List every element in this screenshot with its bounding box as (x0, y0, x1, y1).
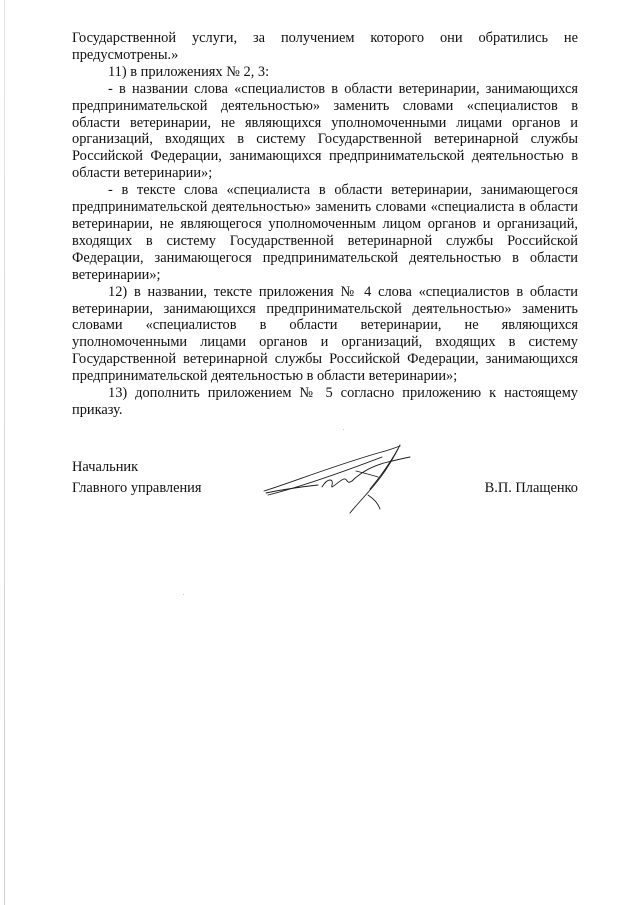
scan-speck (343, 429, 344, 430)
signatory-position-line-1: Начальник (72, 459, 139, 475)
handwritten-signature (260, 443, 420, 518)
scan-edge-line (4, 0, 5, 905)
paragraph-item-13: 13) дополнить приложением № 5 согласно приложению к настоящему приказу. (72, 385, 578, 418)
scan-speck (183, 594, 184, 595)
paragraph-item-11-title-change: - в названии слова «специалистов в области ветеринарии, занимающихся предпринимательской деятельностью» заменить словами «специалистов в области ветеринарии, не являющихся уполномоченными лицами органов и организаций, входящих в систему Государственной ветеринарной службы Российской Федерации, занимающихся предпринимательской деятельностью в области ветеринарии»; (72, 80, 578, 182)
paragraph-item-11-text-change: - в тексте слова «специалиста в области ветеринарии, занимающегося предпринимательской деятельностью» заменить словами «специалиста в области ветеринарии, не являющегося уполномоченным лицом органов и организаций, входящих в систему Государственной ветеринарной службы Российской Федерации, занимающегося предпринимательской деятельностью в области ветеринарии»; (72, 182, 578, 283)
paragraph-item-11: 11) в приложениях № 2, 3: (108, 63, 270, 80)
signatory-name: В.П. Плащенко (484, 480, 578, 496)
signatory-position-line-2: Главного управления (72, 480, 202, 496)
paragraph-item-12: 12) в названии, тексте приложения № 4 слова «специалистов в области ветеринарии, занимающихся предпринимательской деятельностью» заменить словами «специалистов в области ветеринарии, не являющихся уполномоченными лицами органов и организаций, входящих в систему Государственной ветеринарной службы Российской Федерации, занимающихся предпринимательской деятельностью в области ветеринарии»; (72, 283, 578, 385)
document-body (72, 30, 578, 419)
signature-block (72, 458, 578, 528)
paragraph-continuation: Государственной услуги, за получением которого они обратились не предусмотрены.» (72, 30, 578, 63)
